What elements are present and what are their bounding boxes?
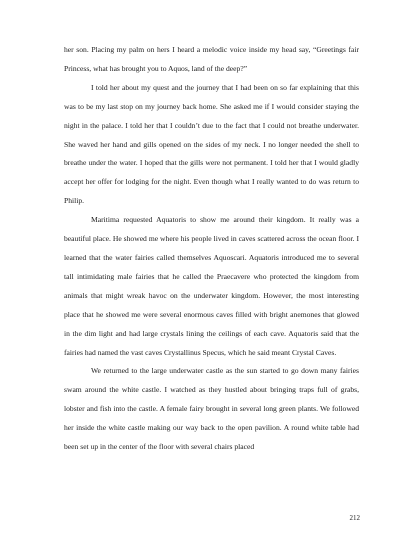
paragraph-continuation: her son. Placing my palm on hers I heard a melodic voice inside my head say, “Greetings fair Princess, what has brought you to Aquos, land of the deep?” [64,45,359,73]
page-number: 212 [349,514,360,522]
paragraph-castle-return: We returned to the large underwater castle as the sun started to go down many fairies swam around the white castle. I watched as they hustled about bringing traps full of grabs, lobster and fish into the castle. A female fairy brought in several long green plants. We followed her inside the white castle making our way back to the open pavilion. A round white table had been set up in the center of the floor with several chairs placed [64,366,359,452]
paragraph-kingdom-tour: Maritima requested Aquatoris to show me around their kingdom. It really was a beautiful place. He showed me where his people lived in caves scattered across the ocean floor. I learned that the water fairies called themselves Aquoscari. Aquatoris introduced me to several tall intimidating male fairies that he called the Praecavere who protected the kingdom from animals that might wreak havoc on the underwater kingdom. However, the most interesting place that he showed me were several enormous caves filled with bright anemones that glowed in the dim light and had large crystals lining the ceilings of each cave. Aquatoris said that the fairies had named the vast caves Crystallinus Specus, which he said meant Crystal Caves. [64,215,359,357]
page-body-text [64,41,359,457]
paragraph-quest: I told her about my quest and the journey that I had been on so far explaining that this was to be my last stop on my journey back home. She asked me if I would consider staying the night in the palace. I told her that I couldn’t due to the fact that I could not breathe underwater. She waved her hand and gills opened on the sides of my neck. I no longer needed the shell to breathe under the water. I hoped that the gills were not permanent. I told her that I would gladly accept her offer for lodging for the night. Even though what I really wanted to do was return to Philip. [64,82,359,206]
